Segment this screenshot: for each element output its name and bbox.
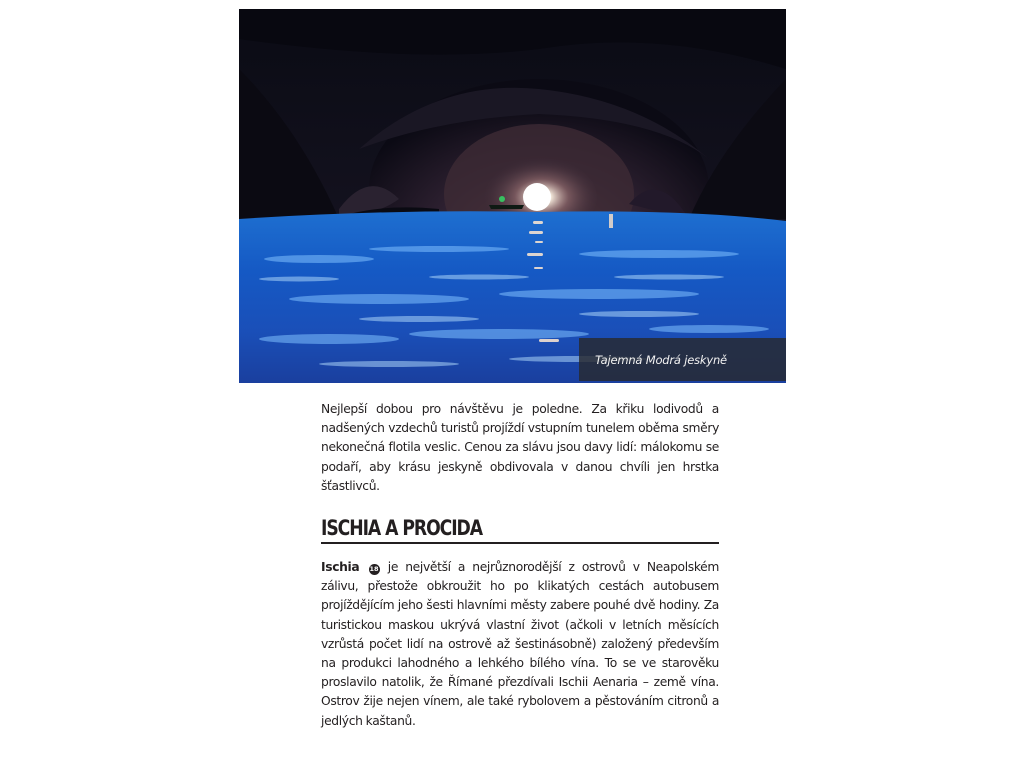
- lead-term: Ischia: [321, 560, 360, 575]
- section-heading: ISCHIA A PROCIDA: [321, 516, 483, 541]
- intro-paragraph: Nejlepší dobou pro návštěvu je poledne. Za křiku lodivodů a nadšených vzdechů turistů projíždí vstupním tunelem oběma směry nekonečná flotila veslic. Cenou za slávu jsou davy lidí: málokomu se podaří, aby krásu jeskyně obdivovala v danou chvíli jen hrstka šťastlivců.: [321, 402, 719, 493]
- map-marker-icon: 18: [369, 565, 379, 574]
- photo-caption: Tajemná Modrá jeskyně: [595, 352, 727, 367]
- ischia-paragraph: [321, 558, 719, 731]
- article-body: [321, 400, 719, 731]
- blue-grotto-photo: [239, 9, 786, 383]
- cave-illustration: [239, 9, 786, 383]
- heading-divider: [321, 542, 719, 544]
- photo-caption-box: [579, 338, 786, 381]
- ischia-body-text: je největší a nejrůznorodější z ostrovů v Neapolském zálivu, přestože obkroužit ho po klikatých cestách autobusem projíždějícím jeho šesti hlavními městy zabere pouhé dvě hodiny. Za turistickou maskou ukrývá vlastní život (ačkoli v letních měsících vzrůstá počet lidí na ostrově až šestinásobně) založený především na produkci lahodného a lehkého bílého vína. To se ve starověku proslavilo natolik, že Římané přezdívali Ischii Aenaria – země vína. Ostrov žije nejen vínem, ale také rybolovem a pěstováním citronů a jedlých kaštanů.: [321, 560, 720, 728]
